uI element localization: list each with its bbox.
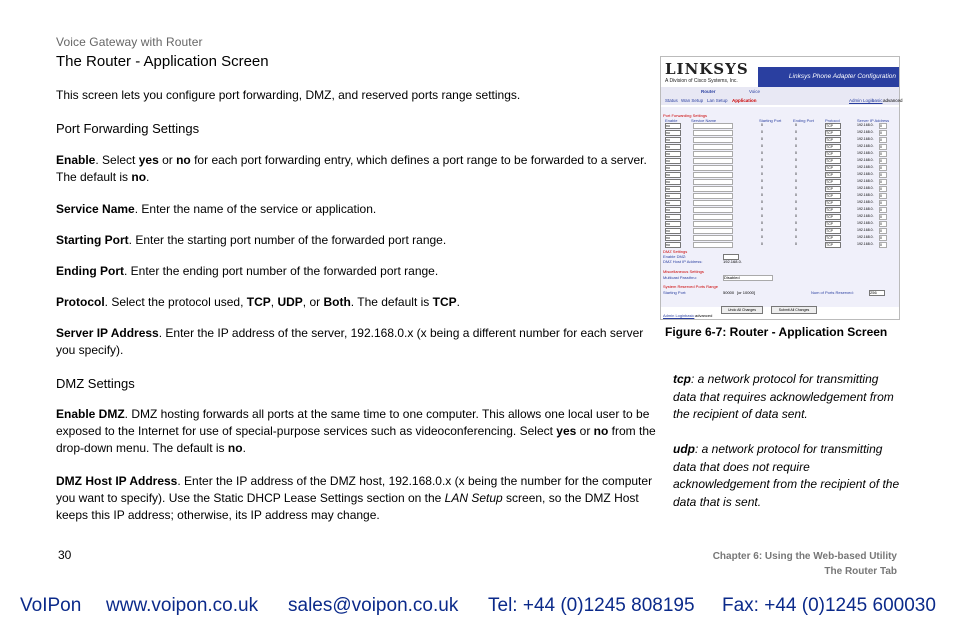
pf-end-port: 0	[795, 144, 797, 148]
col-enable: Enable	[665, 118, 678, 123]
subtab-wan-setup[interactable]: Wan Setup	[681, 98, 704, 103]
footer-website[interactable]: www.voipon.co.uk	[106, 595, 259, 616]
pf-server-ip[interactable]: 192.168.0.	[857, 207, 874, 211]
chapter-title: Chapter 6: Using the Web-based Utility	[712, 551, 897, 562]
pf-end-port: 0	[795, 228, 797, 232]
pf-end-port: 0	[795, 214, 797, 218]
page-number: 30	[58, 548, 72, 562]
pf-protocol-select[interactable]: TCP	[825, 207, 841, 213]
pf-end-port: 0	[795, 207, 797, 211]
pf-end-port: 0	[795, 221, 797, 225]
pf-server-ip[interactable]: 192.168.0.	[857, 214, 874, 218]
pf-enable-select[interactable]: no	[665, 186, 681, 192]
pf-server-ip-last[interactable]: 0	[879, 172, 887, 178]
pf-server-ip-last[interactable]: 0	[879, 242, 887, 248]
pf-row	[663, 165, 897, 170]
pf-enable-select[interactable]: no	[665, 235, 681, 241]
pf-row	[663, 130, 897, 135]
multicast-value: Disabled	[724, 275, 740, 280]
undo-all-changes-button[interactable]: Undo All Changes	[721, 306, 763, 314]
pf-server-ip-last[interactable]: 0	[879, 235, 887, 241]
subtab-application[interactable]: Application	[732, 98, 757, 103]
num-ports-value: 256	[870, 290, 877, 295]
section-heading-dmz: DMZ Settings	[56, 376, 135, 391]
link-admin-login-bottom[interactable]: Admin Login	[663, 313, 686, 318]
pf-server-ip-last[interactable]: 0	[879, 207, 887, 213]
pf-service-input[interactable]	[693, 242, 733, 248]
screenshot-content	[661, 107, 899, 307]
pf-server-ip-last[interactable]: 0	[879, 193, 887, 199]
link-basic[interactable]: basic	[872, 98, 883, 103]
text: or	[158, 153, 177, 167]
pf-row	[663, 158, 897, 163]
pf-enable-select[interactable]: no	[665, 179, 681, 185]
pf-server-ip[interactable]: 192.168.0.	[857, 221, 874, 225]
pf-start-port: 0	[761, 179, 763, 183]
value-tcp: TCP	[246, 295, 271, 309]
pf-server-ip[interactable]: 192.168.0.	[857, 179, 874, 183]
pf-end-port: 0	[795, 193, 797, 197]
pf-server-ip[interactable]: 192.168.0.	[857, 242, 874, 246]
text: from the drop-down menu. The default is	[56, 424, 656, 455]
pf-start-port: 0	[761, 214, 763, 218]
pf-service-input[interactable]	[693, 130, 733, 136]
pf-service-input[interactable]	[693, 214, 733, 220]
dmz-enable-label: Enable DMZ:	[663, 254, 687, 259]
pf-enable-select[interactable]: no	[665, 137, 681, 143]
pf-service-input[interactable]	[693, 165, 733, 171]
section-title: The Router Tab	[824, 566, 897, 577]
pf-server-ip-last[interactable]: 0	[879, 186, 887, 192]
pf-protocol-select[interactable]: TCP	[825, 235, 841, 241]
dmz-host-label: DMZ Host IP Address:	[663, 259, 703, 264]
pf-service-input[interactable]	[693, 193, 733, 199]
text: screen, so the DMZ Host keeps this IP address; otherwise, its IP address may change.	[56, 491, 639, 522]
paragraph-enable	[56, 152, 662, 186]
text: .	[242, 441, 246, 455]
pf-end-port: 0	[795, 179, 797, 183]
pf-server-ip-last[interactable]: 0	[879, 200, 887, 206]
pf-protocol-select[interactable]: TCP	[825, 144, 841, 150]
link-admin-login[interactable]: Admin Login	[849, 98, 875, 103]
pf-row	[663, 207, 897, 212]
pf-server-ip-last[interactable]: 0	[879, 158, 887, 164]
pf-start-port: 0	[761, 144, 763, 148]
glossary-term-tcp: tcp	[673, 372, 691, 386]
pf-protocol-select[interactable]: TCP	[825, 158, 841, 164]
value-no: no	[176, 153, 191, 167]
pf-row	[663, 186, 897, 191]
pf-row	[663, 137, 897, 142]
ref-lan-setup: LAN Setup	[444, 491, 503, 505]
glossary-tcp	[673, 371, 905, 424]
text: . Enter the name of the service or application.	[134, 202, 377, 216]
pf-service-input[interactable]	[693, 179, 733, 185]
value-yes: yes	[556, 424, 577, 438]
logo-subtitle: A Division of Cisco Systems, Inc.	[665, 78, 738, 84]
pf-enable-select[interactable]: no	[665, 242, 681, 248]
footer-fax: Fax: +44 (0)1245 600030	[722, 595, 936, 616]
dmz-host-value[interactable]: 192.168.0.	[723, 259, 742, 264]
pf-end-port: 0	[795, 158, 797, 162]
pf-enable-select[interactable]: no	[665, 200, 681, 206]
pf-server-ip[interactable]: 192.168.0.	[857, 186, 874, 190]
pf-row	[663, 228, 897, 233]
document-header: Voice Gateway with Router	[56, 35, 203, 49]
pf-server-ip-last[interactable]: 0	[879, 144, 887, 150]
text: .	[146, 170, 150, 184]
pf-service-input[interactable]	[693, 228, 733, 234]
paragraph-service-name	[56, 201, 662, 218]
pf-protocol-select[interactable]: TCP	[825, 137, 841, 143]
value-both: Both	[323, 295, 351, 309]
pf-end-port: 0	[795, 165, 797, 169]
pf-row	[663, 235, 897, 240]
pf-server-ip-last[interactable]: 0	[879, 228, 887, 234]
text: . DMZ hosting forwards all ports at the same time to one computer. This allows one local user to be exposed to the Internet for use of special-purpose services such as videoconferencing. Select	[56, 407, 650, 438]
pf-service-input[interactable]	[693, 123, 733, 129]
start-port-range: [or 10000]	[737, 290, 756, 295]
pf-start-port: 0	[761, 221, 763, 225]
pf-row	[663, 144, 897, 149]
pf-end-port: 0	[795, 151, 797, 155]
pf-row	[663, 193, 897, 198]
glossary-def: : a network protocol for transmitting data that does not require acknowledgement from the recipient of the data that is sent.	[673, 442, 900, 509]
text: .	[456, 295, 460, 309]
term-ending-port: Ending Port	[56, 264, 124, 278]
pf-end-port: 0	[795, 172, 797, 176]
pf-server-ip[interactable]: 192.168.0.	[857, 165, 874, 169]
linksys-logo: LINKSYS	[665, 60, 749, 78]
pf-protocol-select[interactable]: TCP	[825, 221, 841, 227]
link-advanced[interactable]: advanced	[883, 98, 903, 103]
pf-end-port: 0	[795, 186, 797, 190]
paragraph-ending-port	[56, 263, 662, 280]
pf-enable-select[interactable]: no	[665, 207, 681, 213]
pf-service-input[interactable]	[693, 144, 733, 150]
paragraph-protocol	[56, 294, 662, 311]
figure-caption: Figure 6-7: Router - Application Screen	[665, 325, 888, 339]
pf-server-ip-last[interactable]: 0	[879, 151, 887, 157]
pf-enable-select[interactable]: no	[665, 158, 681, 164]
subtab-lan-setup[interactable]: Lan Setup	[707, 98, 728, 103]
pf-row	[663, 123, 897, 128]
page-title: The Router - Application Screen	[56, 53, 269, 70]
pf-enable-select[interactable]: no	[665, 130, 681, 136]
value-udp: UDP	[277, 295, 303, 309]
pf-title: Port Forwarding Settings	[663, 113, 708, 118]
glossary-def: : a network protocol for transmitting data that requires acknowledgement from the recipient of data sent.	[673, 372, 894, 421]
misc-title: Miscellaneous Settings	[663, 269, 704, 274]
term-dmz-host: DMZ Host IP Address	[56, 474, 178, 488]
pf-end-port: 0	[795, 200, 797, 204]
glossary-udp	[673, 441, 905, 511]
pf-end-port: 0	[795, 123, 797, 127]
pf-server-ip-last[interactable]: 0	[879, 130, 887, 136]
term-protocol: Protocol	[56, 295, 105, 309]
pf-protocol-select[interactable]: TCP	[825, 151, 841, 157]
footer-email[interactable]: sales@voipon.co.uk	[288, 595, 459, 616]
pf-protocol-select[interactable]: TCP	[825, 130, 841, 136]
banner	[758, 67, 899, 87]
pf-server-ip[interactable]: 192.168.0.	[857, 130, 874, 134]
pf-service-input[interactable]	[693, 200, 733, 206]
pf-row	[663, 221, 897, 226]
link-advanced-bottom[interactable]: advanced	[695, 313, 713, 318]
num-ports-label: Num of Ports Reserved:	[811, 290, 854, 295]
pf-start-port: 0	[761, 137, 763, 141]
pf-service-input[interactable]	[693, 158, 733, 164]
pf-protocol-select[interactable]: TCP	[825, 193, 841, 199]
default-value: no	[131, 170, 147, 184]
pf-start-port: 0	[761, 165, 763, 169]
dmz-title: DMZ Settings	[663, 249, 688, 254]
text: . Enter the IP address of the DMZ host, 192.168.0.x (x being the number for the computer you want to specify). Use the Static DHCP Lease Settings section on the	[56, 474, 653, 505]
pf-service-input[interactable]	[693, 137, 733, 143]
start-port-label: Starting Port:	[663, 290, 687, 295]
chapter-footer	[713, 549, 897, 579]
pf-server-ip-last[interactable]: 0	[879, 123, 887, 129]
pf-service-input[interactable]	[693, 207, 733, 213]
tab-router[interactable]: Router	[701, 89, 716, 94]
pf-protocol-select[interactable]: TCP	[825, 123, 841, 129]
text: , or	[302, 295, 324, 309]
text: . Select	[95, 153, 139, 167]
subtab-status[interactable]: Status	[665, 98, 678, 103]
pf-row	[663, 172, 897, 177]
pf-row	[663, 242, 897, 247]
pf-protocol-select[interactable]: TCP	[825, 172, 841, 178]
pf-protocol-select[interactable]: TCP	[825, 228, 841, 234]
pf-server-ip[interactable]: 192.168.0.	[857, 200, 874, 204]
paragraph-dmz-host	[56, 473, 662, 524]
pf-server-ip[interactable]: 192.168.0.	[857, 123, 874, 127]
pf-server-ip-last[interactable]: 0	[879, 179, 887, 185]
pf-enable-select[interactable]: no	[665, 151, 681, 157]
pf-protocol-select[interactable]: TCP	[825, 179, 841, 185]
pf-server-ip[interactable]: 192.168.0.	[857, 193, 874, 197]
pf-enable-select[interactable]: no	[665, 193, 681, 199]
pf-service-input[interactable]	[693, 151, 733, 157]
default-value: no	[227, 441, 243, 455]
glossary-term-udp: udp	[673, 442, 695, 456]
pf-server-ip-last[interactable]: 0	[879, 165, 887, 171]
pf-server-ip-last[interactable]: 0	[879, 221, 887, 227]
value-yes: yes	[138, 153, 159, 167]
col-starting-port: Starting Port	[759, 118, 782, 123]
pf-enable-select[interactable]: no	[665, 144, 681, 150]
footer-company: VoIPon	[20, 595, 82, 616]
link-basic-bottom[interactable]: basic	[685, 313, 695, 318]
pf-start-port: 0	[761, 207, 763, 211]
pf-server-ip-last[interactable]: 0	[879, 137, 887, 143]
paragraph-server-ip	[56, 325, 662, 359]
pf-end-port: 0	[795, 235, 797, 239]
pf-enable-select[interactable]: no	[665, 165, 681, 171]
pf-end-port: 0	[795, 137, 797, 141]
pf-protocol-select[interactable]: TCP	[825, 186, 841, 192]
col-ending-port: Ending Port	[793, 118, 814, 123]
pf-start-port: 0	[761, 186, 763, 190]
pf-end-port: 0	[795, 242, 797, 246]
multicast-label: Multicast Passthru:	[663, 275, 697, 280]
pf-server-ip-last[interactable]: 0	[879, 214, 887, 220]
pf-enable-select[interactable]: no	[665, 228, 681, 234]
pf-start-port: 0	[761, 235, 763, 239]
pf-server-ip[interactable]: 192.168.0.	[857, 228, 874, 232]
pf-start-port: 0	[761, 242, 763, 246]
pf-service-input[interactable]	[693, 221, 733, 227]
pf-start-port: 0	[761, 123, 763, 127]
term-enable-dmz: Enable DMZ	[56, 407, 125, 421]
pf-server-ip[interactable]: 192.168.0.	[857, 235, 874, 239]
pf-server-ip[interactable]: 192.168.0.	[857, 144, 874, 148]
text: . Select the protocol used,	[104, 295, 247, 309]
term-service-name: Service Name	[56, 202, 135, 216]
text: . Enter the ending port number of the forwarded port range.	[124, 264, 439, 278]
pf-protocol-select[interactable]: TCP	[825, 200, 841, 206]
intro-paragraph: This screen lets you configure port forwarding, DMZ, and reserved ports range settings.	[56, 88, 521, 102]
figure-screenshot	[660, 56, 903, 320]
text: or	[576, 424, 594, 438]
pf-protocol-select[interactable]: TCP	[825, 214, 841, 220]
pf-service-input[interactable]	[693, 235, 733, 241]
text: . The default is	[350, 295, 433, 309]
reserved-title: System Reserved Ports Range	[663, 284, 718, 289]
pf-row	[663, 151, 897, 156]
pf-end-port: 0	[795, 130, 797, 134]
text: . Enter the starting port number of the forwarded port range.	[128, 233, 447, 247]
pf-enable-select[interactable]: no	[665, 123, 681, 129]
default-value: TCP	[432, 295, 457, 309]
pf-start-port: 0	[761, 151, 763, 155]
term-server-ip: Server IP Address	[56, 326, 159, 340]
pf-server-ip[interactable]: 192.168.0.	[857, 158, 874, 162]
paragraph-enable-dmz	[56, 406, 662, 457]
pf-start-port: 0	[761, 228, 763, 232]
term-starting-port: Starting Port	[56, 233, 129, 247]
tab-voice[interactable]: Voice	[749, 89, 761, 94]
pf-start-port: 0	[761, 200, 763, 204]
pf-row	[663, 179, 897, 184]
pf-row	[663, 214, 897, 219]
pf-enable-select[interactable]: no	[665, 221, 681, 227]
value-no: no	[593, 424, 609, 438]
pf-row	[663, 200, 897, 205]
pf-service-input[interactable]	[693, 172, 733, 178]
tab-bar	[661, 87, 903, 105]
pf-server-ip[interactable]: 192.168.0.	[857, 172, 874, 176]
paragraph-starting-port	[56, 232, 662, 249]
pf-enable-select[interactable]: no	[665, 172, 681, 178]
pf-server-ip[interactable]: 192.168.0.	[857, 137, 874, 141]
submit-all-changes-button[interactable]: Submit All Changes	[771, 306, 817, 314]
text: for each port forwarding entry, which defines a port range to be forwarded to a server. The default is	[56, 153, 647, 184]
pf-start-port: 0	[761, 193, 763, 197]
text: ,	[270, 295, 278, 309]
pf-start-port: 0	[761, 172, 763, 176]
col-protocol: Protocol	[825, 118, 840, 123]
banner-text: Linksys Phone Adapter Configuration	[788, 73, 896, 80]
pf-start-port: 0	[761, 130, 763, 134]
text: . Enter the IP address of the server, 192.168.0.x (x being a different number for each server you specify).	[56, 326, 644, 357]
pf-protocol-select[interactable]: TCP	[825, 165, 841, 171]
start-port-value[interactable]: 50000	[723, 290, 735, 295]
pf-service-input[interactable]	[693, 186, 733, 192]
col-server-ip: Server IP Address	[857, 118, 890, 123]
term-enable: Enable	[56, 153, 96, 167]
pf-enable-select[interactable]: no	[665, 214, 681, 220]
footer-tel: Tel: +44 (0)1245 808195	[488, 595, 695, 616]
pf-start-port: 0	[761, 158, 763, 162]
section-heading-port-forwarding: Port Forwarding Settings	[56, 121, 200, 136]
col-service-name: Service Name	[691, 118, 717, 123]
pf-server-ip[interactable]: 192.168.0.	[857, 151, 874, 155]
pf-protocol-select[interactable]: TCP	[825, 242, 841, 248]
